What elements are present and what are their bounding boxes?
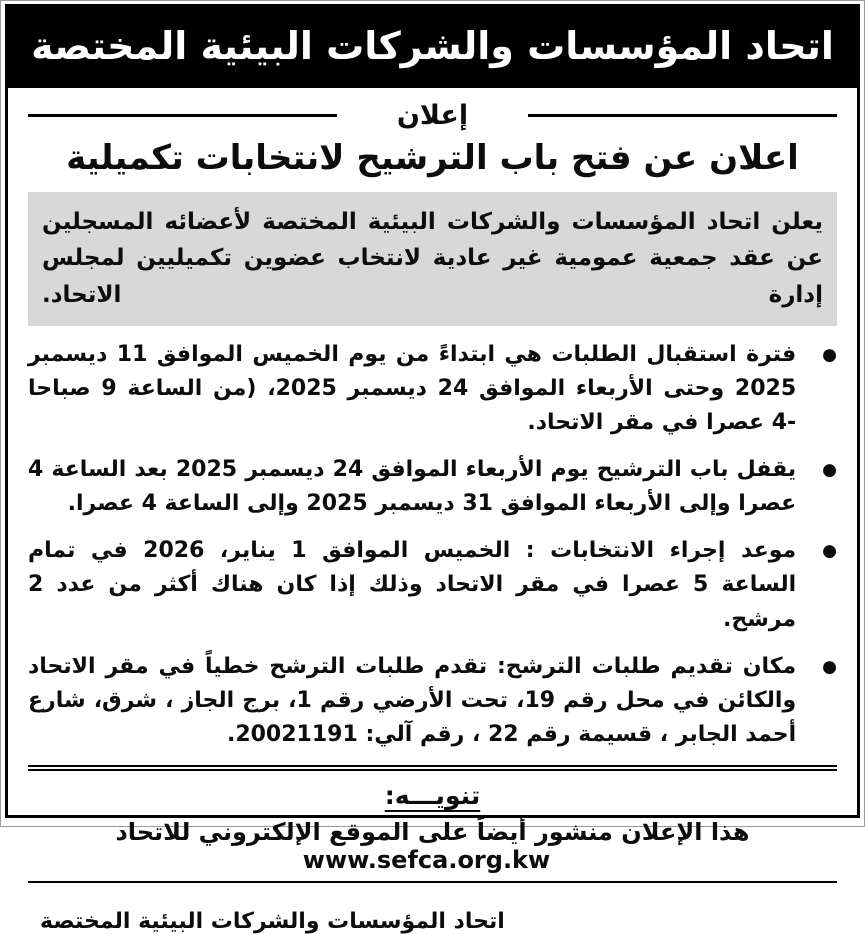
bullet-text: مكان تقديم طلبات الترشح: تقدم طلبات الترشح خطياً في مقر الاتحاد والكائن في محل رقم 19، تحت الأرضي رقم 1، برج الجاز ، شرق، شارع أحمد الجابر ، قسيمة رقم 22 ، رقم آلي: 20021191.	[28, 653, 797, 747]
bullet-icon: ●	[822, 541, 837, 562]
announcement-bullet-list	[28, 338, 837, 752]
announcement-label-row	[28, 100, 837, 131]
list-item-application-period	[28, 338, 837, 440]
separator-double-rule	[28, 765, 837, 771]
bullet-icon: ●	[822, 656, 837, 677]
banner	[5, 4, 860, 88]
intro-highlight-box: يعلن اتحاد المؤسسات والشركات البيئية المختصة لأعضائه المسجلين عن عقد جمعية عمومية غير عادية لانتخاب عضوين تكميليين لمجلس إدارة الاتحاد.	[28, 192, 837, 326]
list-item-election-date	[28, 534, 837, 636]
page-title: اعلان عن فتح باب الترشيح لانتخابات تكميلية	[66, 138, 799, 178]
notice-heading: تنويـــه:	[384, 780, 481, 810]
bullet-text: يقفل باب الترشيح يوم الأربعاء الموافق 24 ديسمبر 2025 بعد الساعة 4 عصرا وإلى الأربعاء الموافق 31 ديسمبر 2025 وإلى الساعة 4 عصرا.	[28, 457, 797, 517]
bullet-icon: ●	[822, 460, 837, 481]
left-rule-line	[528, 114, 837, 117]
content-frame	[5, 88, 860, 934]
bullet-text: فترة استقبال الطلبات هي ابتداءً من يوم الخميس الموافق 11 ديسمبر 2025 وحتى الأربعاء الموافق 24 ديسمبر 2025، (من الساعة 9 صباحا -4 عصرا في مقر الاتحاد.	[28, 341, 797, 436]
signature: اتحاد المؤسسات والشركات البيئية المختصة	[40, 908, 505, 934]
bullet-text: موعد إجراء الانتخابات : الخميس الموافق 1 يناير، 2026 في تمام الساعة 5 عصرا في مقر الاتحاد وذلك إذا كان هناك أكثر من عدد 2 مرشح.	[28, 538, 797, 632]
notice-underlined-line	[28, 818, 837, 883]
announcement-label: إعلان	[396, 100, 469, 131]
notice-text: هذا الإعلان منشور أيضاً على الموقع الإلكتروني للاتحاد	[115, 817, 750, 846]
notice-sentence	[28, 818, 837, 883]
notice-section	[28, 781, 837, 810]
banner-title: اتحاد المؤسسات والشركات البيئية المختصة	[31, 24, 834, 68]
website-url[interactable]: www.sefca.org.kw	[302, 845, 551, 874]
list-item-nomination-close	[28, 453, 837, 521]
list-item-submission-place	[28, 650, 837, 752]
right-rule-line	[28, 114, 337, 117]
bullet-icon: ●	[822, 344, 837, 365]
